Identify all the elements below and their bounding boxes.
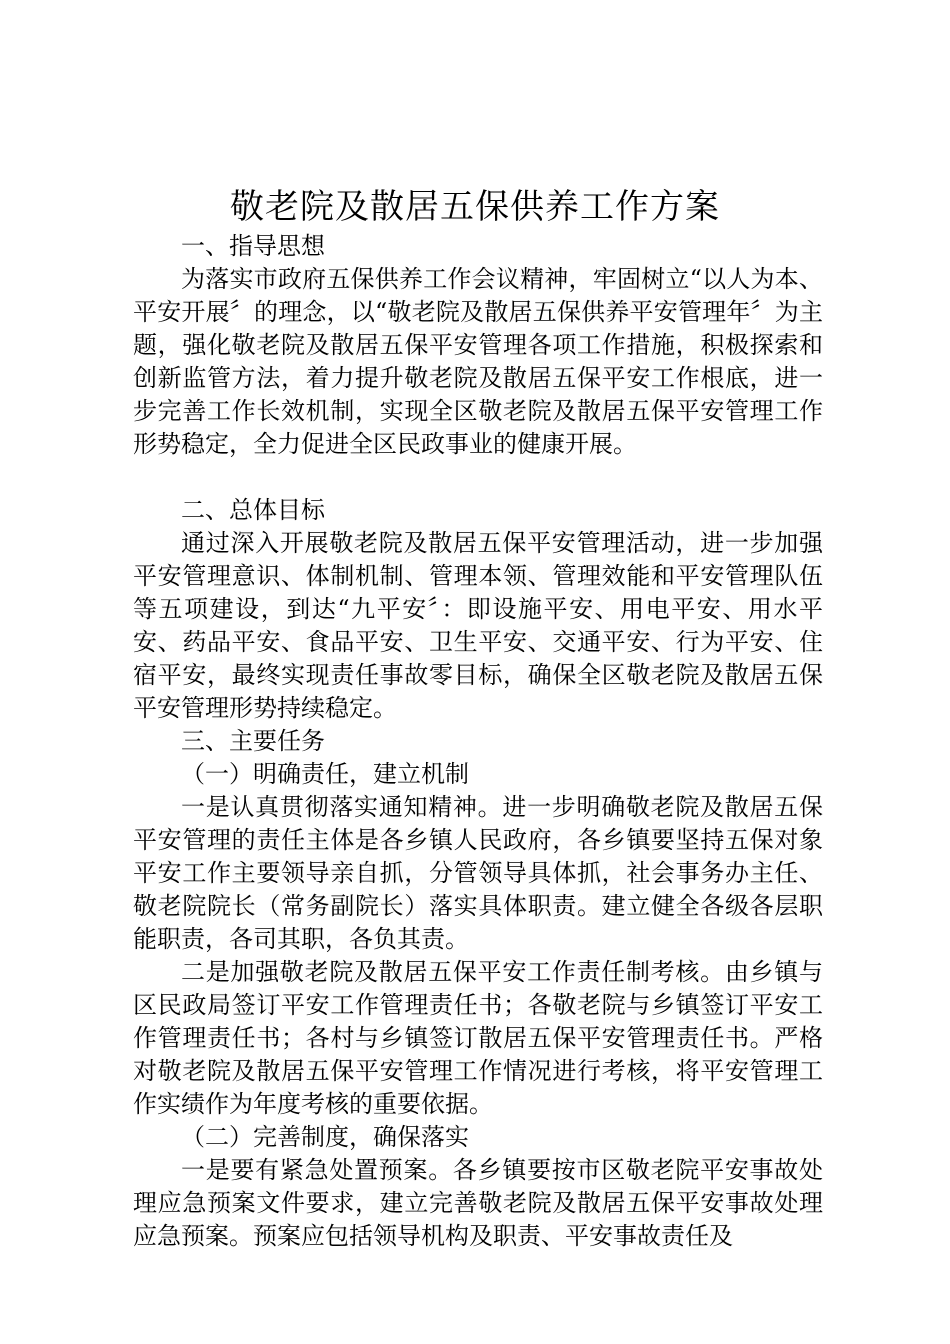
section-heading-guiding-thought: 一、指导思想	[181, 232, 325, 260]
paragraph-task-3: 一是要有紧急处置预案。各乡镇要按市区敬老院平安事故处理应急预案文件要求，建立完善敬老院及散居五保平安事故处理应急预案。预案应包括领导机构及职责、平安事故责任及	[133, 1156, 823, 1250]
paragraph-task-1: 一是认真贯彻落实通知精神。进一步明确敬老院及散居五保平安管理的责任主体是各乡镇人民政府，各乡镇要坚持五保对象平安工作主要领导亲自抓，分管领导具体抓，社会事务办主任、敬老院院长（常务副院长）落实具体职责。建立健全各级各层职能职责，各司其职，各负其责。	[133, 793, 823, 953]
paragraph-task-2: 二是加强敬老院及散居五保平安工作责任制考核。由乡镇与区民政局签订平安工作管理责任书；各敬老院与乡镇签订平安工作管理责任书；各村与乡镇签订散居五保平安管理责任书。严格对敬老院及散居五保平安管理工作情况进行考核，将平安管理工作实绩作为年度考核的重要依据。	[133, 958, 823, 1118]
subheading-improve-system: （二）完善制度，确保落实	[181, 1123, 469, 1151]
paragraph-gap	[133, 461, 823, 494]
document-title: 敬老院及散居五保供养工作方案	[230, 187, 720, 227]
section-heading-overall-goal: 二、总体目标	[181, 496, 325, 524]
document-body	[133, 230, 823, 1253]
section-heading-main-tasks: 三、主要任务	[181, 727, 325, 755]
subheading-clarify-responsibility: （一）明确责任，建立机制	[181, 760, 469, 788]
paragraph-overall-goal: 通过深入开展敬老院及散居五保平安管理活动，进一步加强平安管理意识、体制机制、管理本领、管理效能和平安管理队伍等五项建设，到达“九平安〞：即设施平安、用电平安、用水平安、药品平安、食品平安、卫生平安、交通平安、行为平安、住宿平安，最终实现责任事故零目标，确保全区敬老院及散居五保平安管理形势持续稳定。	[133, 529, 823, 722]
paragraph-guiding-thought: 为落实市政府五保供养工作会议精神，牢固树立“以人为本、平安开展〞的理念，以“敬老院及散居五保供养平安管理年〞为主题，强化敬老院及散居五保平安管理各项工作措施，积极探索和创新监管方法，着力提升敬老院及散居五保平安工作根底，进一步完善工作长效机制，实现全区敬老院及散居五保平安管理工作形势稳定，全力促进全区民政事业的健康开展。	[133, 265, 823, 458]
